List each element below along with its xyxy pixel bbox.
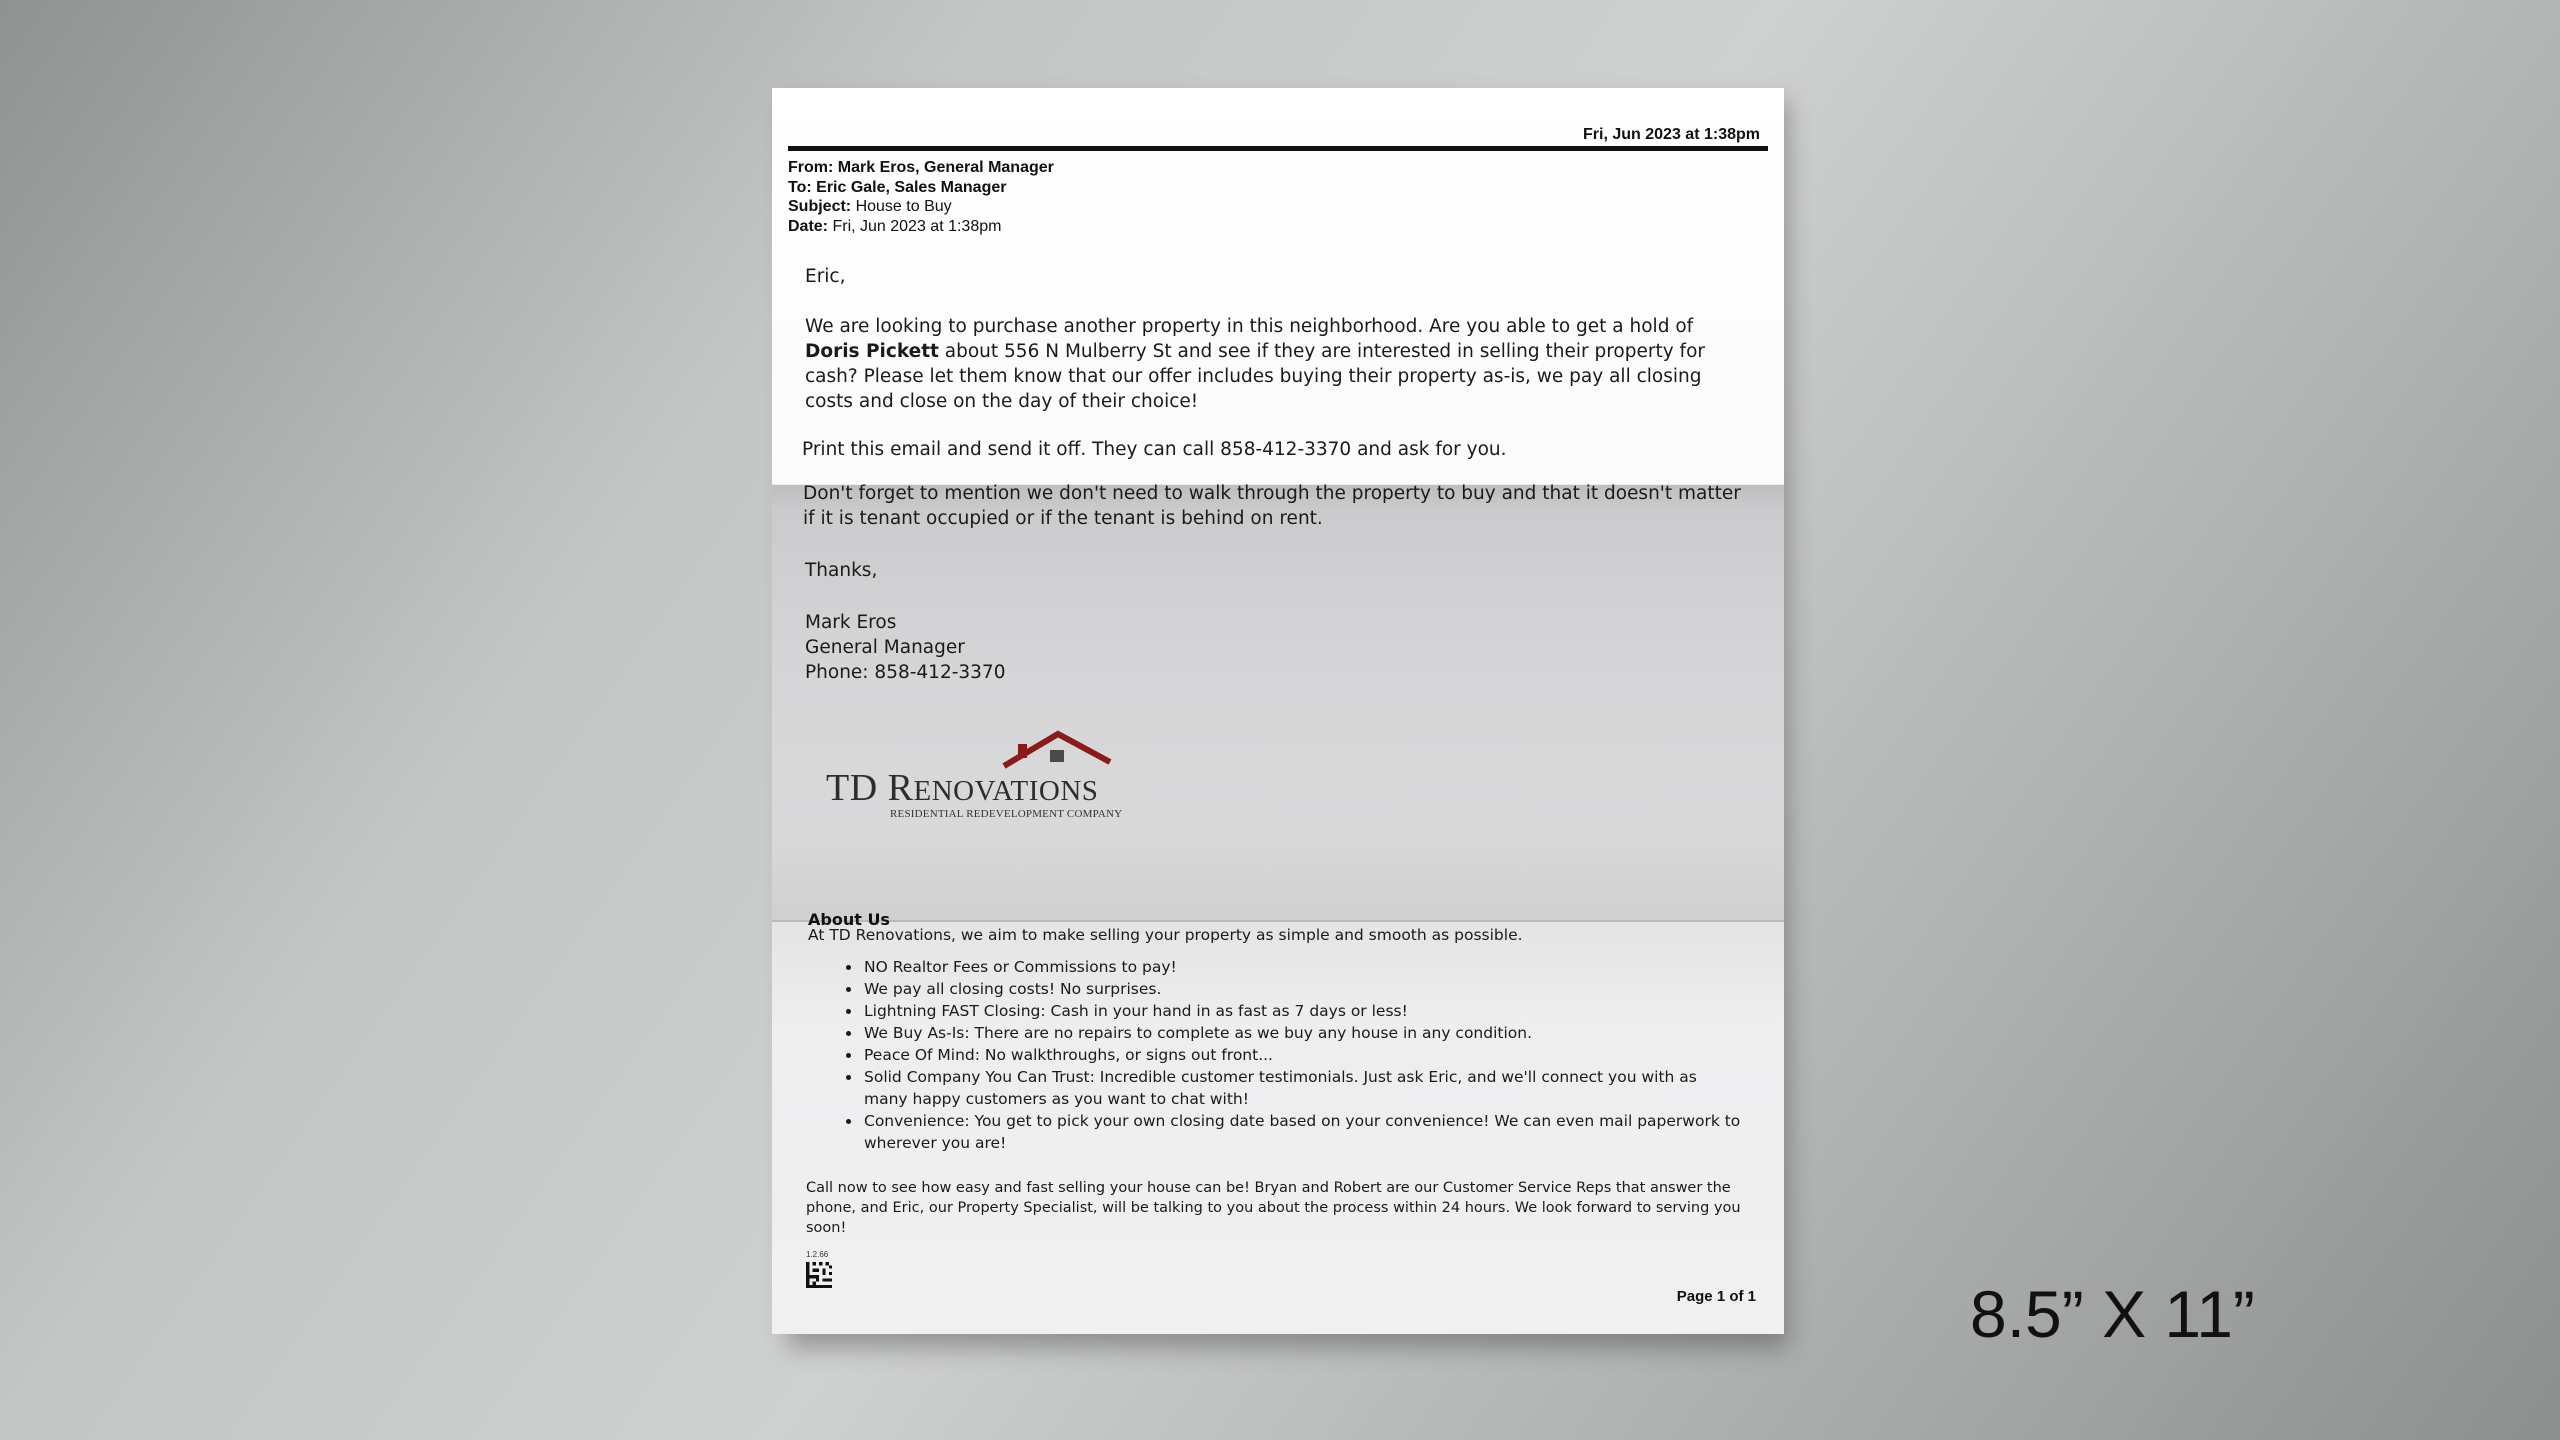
list-item: • Convenience: You get to pick your own closing date based on your convenience! We can even mail paperwork to wherever you are!: [862, 1110, 1742, 1154]
list-item: • We pay all closing costs! No surprises.: [862, 978, 1742, 1000]
date-label: Date:: [788, 217, 829, 235]
from-value: Mark Eros, General Manager: [837, 159, 1054, 176]
closing-paragraph: Call now to see how easy and fast selling your house can be! Bryan and Robert are our Customer Service Reps that answer the phone, and Eric, our Property Specialist, will be talking to you about the process within 24 hours. We look forward to serving you soon!: [806, 1180, 1741, 1236]
logo-name-rest: ENOVATIONS: [913, 775, 1099, 807]
from-line: [788, 158, 1054, 178]
paragraph-1-start: We are looking to purchase another property in this neighborhood. Are you able to get a hold of: [805, 316, 1694, 337]
to-label: To:: [788, 178, 812, 196]
list-item: • Solid Company You Can Trust: Incredible customer testimonials. Just ask Eric, and we'll connect you with as many happy customers as you want to chat with!: [862, 1066, 1742, 1110]
paper-size-label: 8.5” X 11”: [1970, 1277, 2255, 1351]
benefits-list: [844, 956, 1742, 1154]
paragraph-1: [805, 314, 1745, 414]
to-line: [788, 178, 1054, 198]
datamatrix-code-icon: [806, 1262, 832, 1288]
paragraph-3: Don't forget to mention we don't need to walk through the property to buy and that it doesn't matter if it is tenant occupied or if the tenant is behind on rent.: [803, 483, 1741, 529]
greeting: Eric,: [805, 266, 846, 287]
subject-line: [788, 197, 1054, 217]
logo-name: [826, 766, 1098, 810]
to-value: Eric Gale, Sales Manager: [816, 178, 1007, 196]
header-rule: [788, 146, 1768, 151]
subject-label: Subject:: [788, 198, 852, 215]
company-logo: [826, 728, 1123, 820]
email-meta: [788, 158, 1054, 236]
date-value: Fri, Jun 2023 at 1:38pm: [832, 217, 1002, 235]
signature-block: [805, 610, 1745, 685]
logo-tagline: RESIDENTIAL REDEVELOPMENT COMPANY: [890, 808, 1123, 820]
list-item: • Lightning FAST Closing: Cash in your hand in as fast as 7 days or less!: [862, 1000, 1742, 1022]
letter-paper: [772, 88, 1784, 1334]
logo-name-first: TD R: [826, 767, 914, 809]
list-item: • NO Realtor Fees or Commissions to pay!: [862, 956, 1742, 978]
paragraph-1-end: about 556 N Mulberry St and see if they are interested in selling their property for cash? Please let them know that our offer includes buying their property as-is, we pay all closing costs and close on the day of their choice!: [805, 341, 1705, 412]
list-item: • We Buy As-Is: There are no repairs to complete as we buy any house in any condition.: [862, 1022, 1742, 1044]
header-date: Fri, Jun 2023 at 1:38pm: [1583, 126, 1760, 143]
signature-title: General Manager: [805, 637, 965, 658]
signature-phone: Phone: 858-412-3370: [805, 662, 1006, 683]
contact-name: Doris Pickett: [805, 341, 939, 362]
code-label: 1.2.66: [806, 1250, 829, 1259]
subject-value: House to Buy: [855, 198, 952, 215]
about-intro: At TD Renovations, we aim to make selling your property as simple and smooth as possible.: [808, 926, 1523, 944]
about-title: About Us: [808, 910, 890, 929]
signature-name: Mark Eros: [805, 612, 897, 633]
date-line: [788, 217, 1054, 237]
page-number: Page 1 of 1: [1676, 1288, 1756, 1305]
from-label: From:: [788, 159, 834, 176]
sign-off: Thanks,: [805, 560, 878, 581]
letter-content: [772, 88, 1784, 1334]
paragraph-2: Print this email and send it off. They can call 858-412-3370 and ask for you.: [802, 439, 1507, 460]
list-item: • Peace Of Mind: No walkthroughs, or signs out front...: [862, 1044, 1742, 1066]
